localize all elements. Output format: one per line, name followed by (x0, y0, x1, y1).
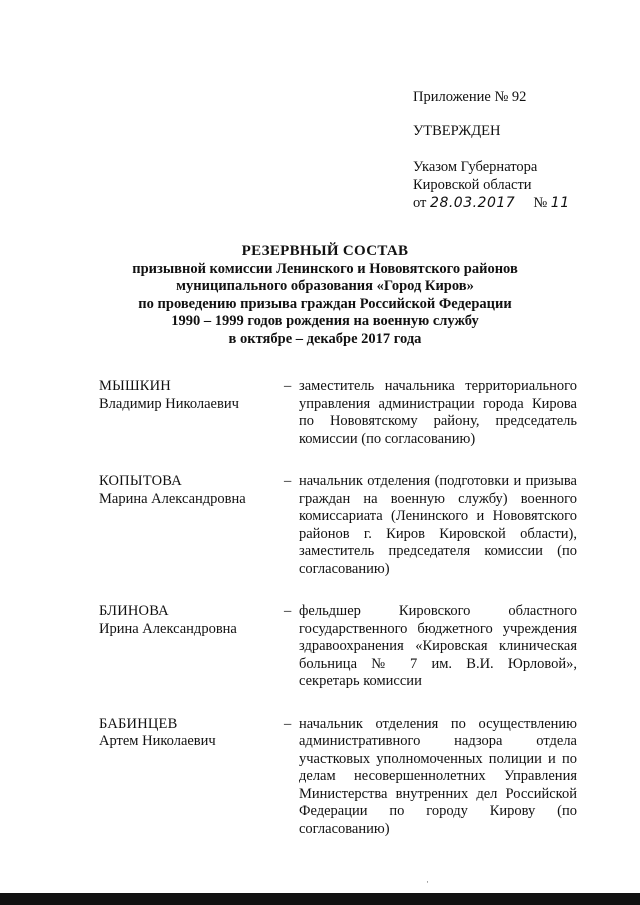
approved-stamp-text: УТВЕРЖДЕН (413, 123, 501, 139)
member-name (99, 716, 279, 751)
scan-edge-bar (0, 893, 640, 905)
title-main: РЕЗЕРВНЫЙ СОСТАВ (241, 243, 409, 259)
member-entry (99, 378, 589, 448)
member-dash: – (284, 473, 292, 489)
decree-line-2: Кировской области (413, 177, 532, 193)
approval-block (413, 88, 633, 212)
title-line-3: по проведению призыва граждан Российской Федерации (138, 295, 512, 312)
scan-speck: · (426, 877, 429, 887)
handwritten-date: 28.03.2017 (430, 195, 516, 211)
member-surname: МЫШКИН (99, 378, 171, 394)
document-title (60, 243, 590, 348)
title-line-2: муниципального образования «Город Киров» (176, 278, 474, 294)
member-given-names: Марина Александровна (99, 490, 246, 507)
member-name (99, 473, 279, 508)
handwritten-number: 11 (550, 195, 570, 211)
member-role: фельдшер Кировского областного государственного бюджетного учреждения здравоохранения «Кировская клиническая больница № 7 им. В.И. Юрловой», секретарь комиссии (299, 603, 577, 689)
member-name (99, 378, 279, 413)
number-prefix: № (533, 195, 548, 211)
member-entry (99, 716, 589, 839)
annex-number: Приложение № 92 (413, 89, 527, 105)
title-line-5: в октябре – декабре 2017 года (228, 330, 422, 347)
decree-date-line (413, 194, 633, 212)
member-dash: – (284, 378, 292, 394)
member-dash: – (284, 715, 292, 732)
member-given-names: Владимир Николаевич (99, 395, 239, 412)
title-line-4: 1990 – 1999 годов рождения на военную службу (171, 313, 479, 329)
member-dash: – (284, 603, 292, 619)
member-given-names: Артем Николаевич (99, 733, 216, 749)
member-surname: КОПЫТОВА (99, 473, 182, 489)
member-entry (99, 473, 589, 578)
member-role: начальник отделения по осуществлению административного надзора отдела участковых уполномоченных полиции и по делам несовершеннолетних Управления Министерства внутренних дел Российской Федерации по городу Кирову (по согласованию) (299, 715, 577, 837)
member-given-names: Ирина Александровна (99, 620, 237, 637)
member-role: заместитель начальника территориального управления администрации города Кирова по Нововятскому району, председатель комиссии (по согласованию) (299, 378, 577, 447)
member-name (99, 603, 279, 638)
member-surname: БАБИНЦЕВ (99, 715, 178, 732)
title-line-1: призывной комиссии Ленинского и Нововятского районов (132, 260, 518, 277)
decree-line-1: Указом Губернатора (413, 159, 538, 175)
member-entry (99, 603, 589, 691)
members-list (99, 378, 589, 838)
member-surname: БЛИНОВА (99, 603, 169, 619)
date-prefix: от (413, 195, 427, 211)
member-role: начальник отделения (подготовки и призыва граждан на военную службу) военного комиссариата (Ленинского и Нововятского районов г. Киров Кировской области), заместитель председателя комиссии (по согласованию) (299, 473, 577, 577)
